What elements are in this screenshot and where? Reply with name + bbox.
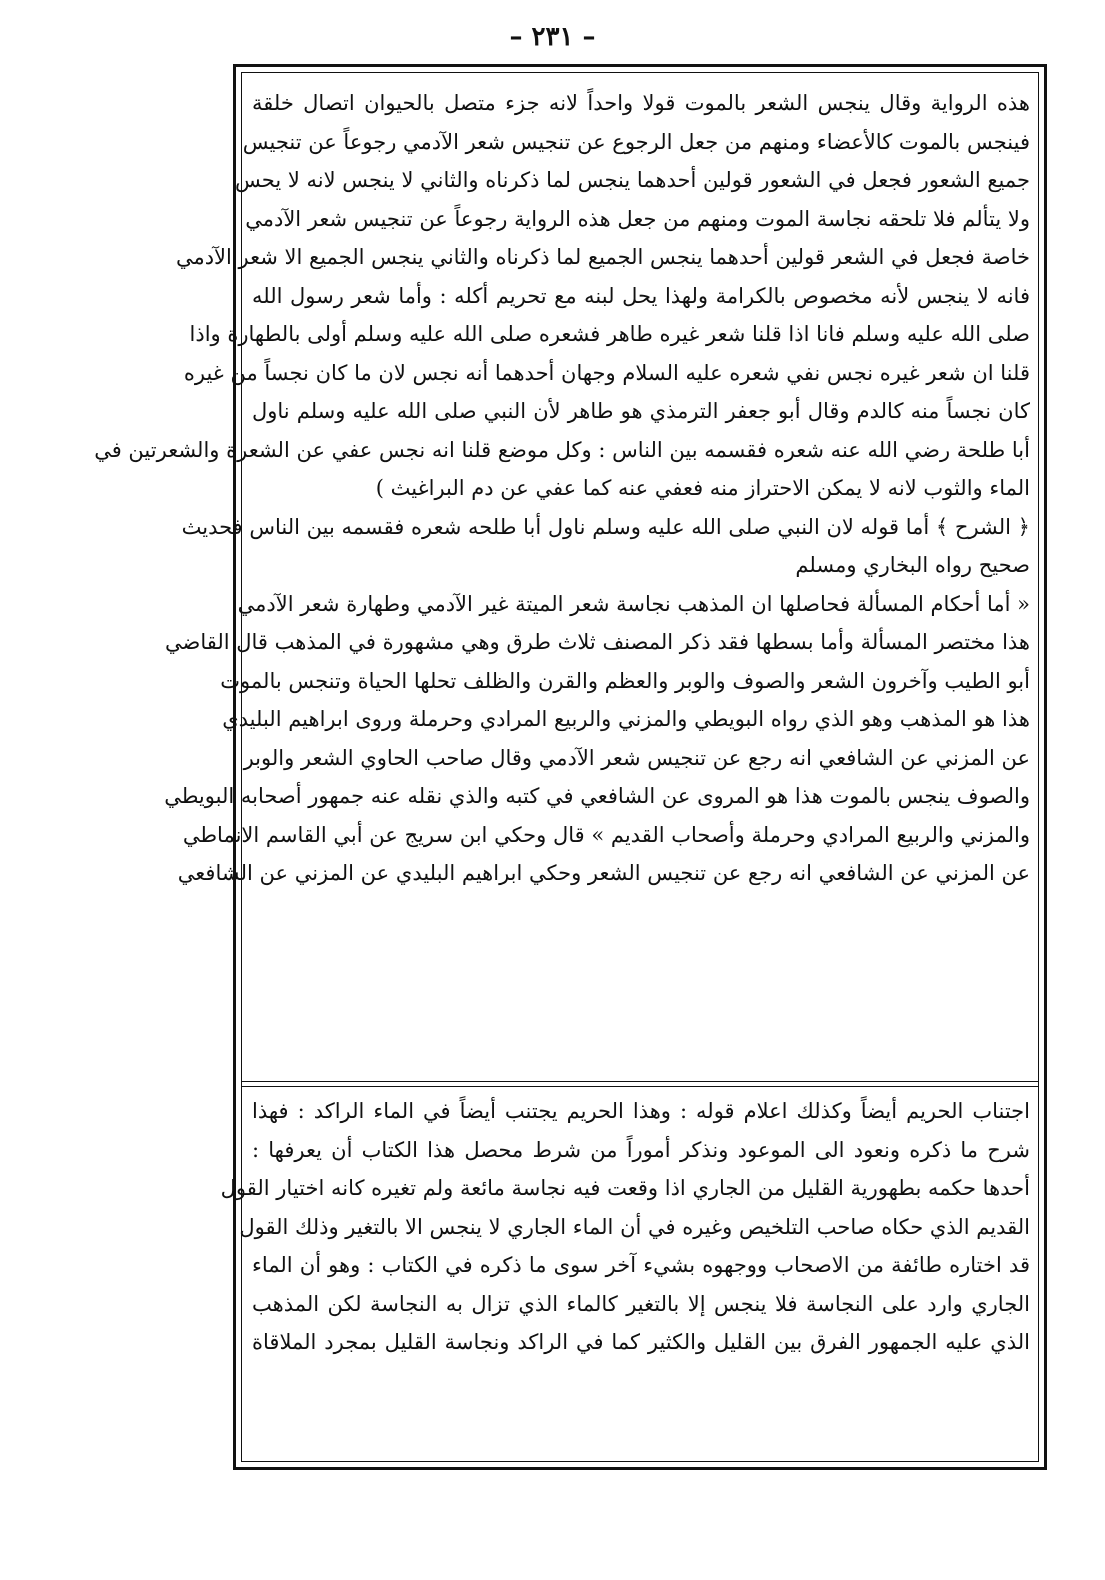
main-text-block <box>94 84 1030 893</box>
page-number: – ٢٣١ – <box>509 22 596 52</box>
text-line: ولا يتألم فلا تلحقه نجاسة الموت ومنهم من جعل هذه الرواية رجوعاً عن تنجيس شعر الآدمي <box>245 206 1030 231</box>
commentary-line: الذي عليه الجمهور الفرق بين القليل والكثير كما في الراكد ونجاسة القليل بمجرد الملاقاة <box>252 1330 1030 1354</box>
text-line: خاصة فجعل في الشعر قولين أحدهما ينجس الجميع لما ذكرناه والثاني ينجس الجميع الا شعر الآدمي <box>175 245 1030 269</box>
text-line: جميع الشعور فجعل في الشعور قولين أحدهما ينجس لما ذكرناه والثاني لا ينجس لانه لا يحس <box>235 168 1030 192</box>
text-line: والمزني والربيع المرادي وحرملة وأصحاب القديم » قال وحكي ابن سريج عن أبي القاسم الانماطي <box>182 822 1030 847</box>
text-line: كان نجساً منه كالدم وقال أبو جعفر الترمذي هو طاهر لأن النبي صلى الله عليه وسلم ناول <box>252 399 1030 423</box>
text-line: فينجس بالموت كالأعضاء ومنهم من جعل الرجوع عن تنجيس شعر الآدمي رجوعاً عن تنجيس <box>242 129 1030 154</box>
text-line: فانه لا ينجس لأنه مخصوص بالكرامة ولهذا يحل لبنه مع تحريم أكله : وأما شعر رسول الله <box>252 283 1030 308</box>
commentary-line: الجاري وارد على النجاسة فلا ينجس إلا بالتغير كالماء الذي تزال به النجاسة لكن المذهب <box>252 1291 1030 1316</box>
commentary-line: اجتناب الحريم أيضاً وكذلك اعلام قوله : وهذا الحريم يجتنب أيضاً في الماء الراكد : فهذا <box>252 1099 1030 1123</box>
text-line: صلى الله عليه وسلم فانا اذا قلنا شعر غيره طاهر فشعره صلى الله عليه وسلم أولى بالطهارة واذا <box>189 322 1030 346</box>
commentary-line: قد اختاره طائفة من الاصحاب ووجهوه بشيء آخر سوى ما ذكره في الكتاب : وهو أن الماء <box>252 1253 1030 1277</box>
commentary-line: أحدها حكمه بطهورية القليل من الجاري اذا وقعت فيه نجاسة مائعة ولم تغيره كانه اختيار القول <box>220 1176 1030 1200</box>
commentary-line: شرح ما ذكره ونعود الى الموعود ونذكر أموراً من شرط محصل هذا الكتاب أن يعرفها : <box>252 1137 1030 1162</box>
text-line: هذه الرواية وقال ينجس الشعر بالموت قولا واحداً لانه جزء متصل بالحيوان اتصال خلقة <box>252 91 1030 115</box>
text-line: والصوف ينجس بالموت هذا هو المروى عن الشافعي في كتبه والذي نقله عنه جمهور أصحابه البويطي <box>164 784 1030 808</box>
commentary-line: القديم الذي حكاه صاحب التلخيص وغيره في أن الماء الجاري لا ينجس الا بالتغير وذلك القول <box>239 1214 1030 1239</box>
text-line: قلنا ان شعر غيره نجس نفي شعره عليه السلام وجهان أحدهما أنه نجس لان ما كان نجساً من غيره <box>183 360 1030 385</box>
text-line: هذا مختصر المسألة وأما بسطها فقد ذكر المصنف ثلاث طرق وهي مشهورة في المذهب قال القاضي <box>165 630 1030 654</box>
section-divider-second <box>241 1086 1039 1087</box>
text-line: ﴿ الشرح ﴾ أما قوله لان النبي صلى الله عليه وسلم ناول أبا طلحه شعره فقسمه بين الناس فحديث <box>181 514 1030 539</box>
text-line: الماء والثوب لانه لا يمكن الاحتراز منه فعفي عنه كما عفي عن دم البراغيث ) <box>375 476 1030 500</box>
section-divider <box>241 1081 1039 1082</box>
text-line: هذا هو المذهب وهو الذي رواه البويطي والمزني والربيع المرادي وحرملة وروى ابراهيم البليدي <box>222 707 1030 731</box>
commentary-text-block <box>220 1092 1030 1362</box>
text-line: عن المزني عن الشافعي انه رجع عن تنجيس الشعر وحكي ابراهيم البليدي عن المزني عن الشافعي <box>177 861 1030 885</box>
text-line: صحيح رواه البخاري ومسلم <box>795 553 1030 577</box>
text-line: أبو الطيب وآخرون الشعر والصوف والوبر والعظم والقرن والظلف تحلها الحياة وتنجس بالموت <box>220 668 1030 693</box>
text-line: أبا طلحة رضي الله عنه شعره فقسمه بين الناس : وكل موضع قلنا انه نجس عفي عن الشعرة والشعرتين في <box>94 437 1030 462</box>
text-line: « أما أحكام المسألة فحاصلها ان المذهب نجاسة شعر الميتة غير الآدمي وطهارة شعر الآدمي <box>237 591 1030 616</box>
text-line: عن المزني عن الشافعي انه رجع عن تنجيس شعر الآدمي وقال صاحب الحاوي الشعر والوبر <box>243 745 1030 770</box>
